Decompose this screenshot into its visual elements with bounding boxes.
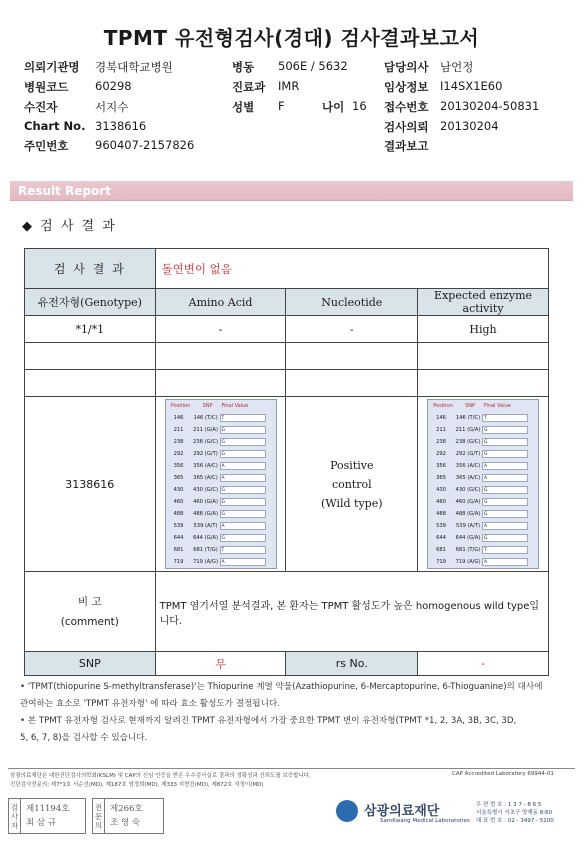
snp-position: 356 bbox=[436, 463, 446, 469]
snp-position: 719 bbox=[436, 559, 446, 565]
table-row bbox=[25, 316, 549, 343]
snp-final-value: G bbox=[482, 450, 528, 458]
snp-position: 719 bbox=[173, 559, 184, 565]
snp-head-position: Position bbox=[170, 403, 191, 409]
snp-final-value: G bbox=[220, 534, 266, 542]
snp-position: 365 bbox=[173, 475, 184, 481]
col-enzyme-activity: Expected enzyme activity bbox=[418, 289, 549, 316]
rs-label: rs No. bbox=[286, 652, 418, 676]
section-title: ◆ 검 사 결 과 bbox=[22, 219, 117, 234]
snp-label: SNP bbox=[25, 652, 156, 676]
snp-position: 460 bbox=[436, 499, 446, 505]
address-line: 대 표 번 호 : 02 - 3497 - 5100 bbox=[476, 818, 554, 824]
snp-final-value: T bbox=[220, 414, 266, 422]
sequence-row bbox=[25, 397, 549, 572]
snp-final-value: A bbox=[482, 558, 528, 566]
snp-table-row bbox=[428, 424, 538, 436]
stamp-side-char: 전 bbox=[94, 802, 103, 812]
value-hospital-code: 60298 bbox=[95, 79, 132, 93]
value-requester: 경북대학교병원 bbox=[95, 60, 173, 74]
snp-table-row bbox=[428, 484, 538, 496]
stamp-side-char: 문 bbox=[94, 811, 103, 821]
label-clinical-info: 임상정보 bbox=[384, 80, 429, 94]
label-ward: 병동 bbox=[232, 60, 255, 74]
snp-variant: 211 (G/A) bbox=[455, 427, 481, 433]
empty-row bbox=[25, 343, 549, 370]
snp-table-row bbox=[166, 496, 276, 508]
snp-variant: 488 (G/A) bbox=[193, 511, 218, 517]
snp-position: 430 bbox=[436, 487, 446, 493]
footer-doctors-line: 진단검사전문의: 제7*1호 서순선(MD), 제187호 엄정희(MD), 제333 지현진(MD), 제872호 석정이(MD) bbox=[10, 782, 264, 788]
value-doctor: 남언정 bbox=[440, 60, 474, 74]
stamp-side-char: 검 bbox=[10, 802, 19, 812]
snp-final-value: A bbox=[220, 474, 266, 482]
snp-head-snp: SNP bbox=[202, 403, 213, 409]
rs-value: - bbox=[418, 652, 549, 676]
snp-final-value: A bbox=[482, 522, 528, 530]
snp-position: 292 bbox=[173, 451, 184, 457]
snp-table-row bbox=[166, 520, 276, 532]
snp-position: 644 bbox=[173, 535, 184, 541]
snp-final-value: A bbox=[482, 474, 528, 482]
specialist-stamp bbox=[92, 798, 164, 834]
snp-variant: 681 (T/G) bbox=[193, 547, 218, 553]
snp-table-row bbox=[428, 496, 538, 508]
result-value: 돌연변이 없음 bbox=[155, 249, 548, 289]
stamp-side-char: 사 bbox=[10, 811, 19, 821]
label-patient: 수진자 bbox=[24, 100, 58, 114]
control-label-cell bbox=[286, 397, 418, 572]
nucleotide-value: - bbox=[286, 316, 418, 343]
snp-final-value: G bbox=[220, 450, 266, 458]
report-title: TPMT 유전형검사(경대) 검사결과보고서 bbox=[103, 26, 480, 50]
snp-variant: 356 (A/C) bbox=[455, 463, 481, 469]
snp-final-value: T bbox=[482, 414, 528, 422]
snp-position: 644 bbox=[436, 535, 446, 541]
value-department: IMR bbox=[278, 79, 300, 93]
snp-variant: 460 (G/A) bbox=[455, 499, 481, 505]
snp-final-value: A bbox=[220, 462, 266, 470]
snp-position: 539 bbox=[173, 523, 184, 529]
inspector-stamp bbox=[8, 798, 86, 834]
snp-variant: 539 (A/T) bbox=[455, 523, 481, 529]
snp-position: 356 bbox=[173, 463, 184, 469]
note-line: 관여하는 효소로 'TPMT 유전자형' 에 따라 효소 활성도가 결정됩니다. bbox=[20, 699, 280, 709]
label-doctor: 담당의사 bbox=[384, 60, 429, 74]
snp-table-row bbox=[166, 412, 276, 424]
snp-table-row bbox=[428, 544, 538, 556]
remarks-row bbox=[25, 572, 549, 652]
label-resident-no: 주민번호 bbox=[24, 139, 69, 153]
snp-variant: 430 (G/C) bbox=[193, 487, 219, 493]
snp-position: 488 bbox=[173, 511, 184, 517]
col-nucleotide: Nucleotide bbox=[286, 289, 418, 316]
snp-table-row bbox=[166, 460, 276, 472]
snp-variant: 211 (G/A) bbox=[193, 427, 218, 433]
value-resident-no: 960407-2157826 bbox=[95, 138, 195, 152]
remarks-label-en: (comment) bbox=[60, 615, 119, 628]
snp-variant: 430 (G/C) bbox=[455, 487, 481, 493]
snp-table-row bbox=[166, 436, 276, 448]
result-table bbox=[24, 248, 549, 676]
snp-table-row bbox=[428, 508, 538, 520]
snp-final-value: G bbox=[482, 498, 528, 506]
snp-table-row bbox=[166, 424, 276, 436]
snp-row bbox=[25, 652, 549, 676]
snp-variant: 719 (A/G) bbox=[455, 559, 481, 565]
result-report-banner bbox=[10, 181, 573, 201]
snp-final-value: G bbox=[482, 426, 528, 434]
snp-head-position: Position bbox=[433, 403, 453, 409]
org-name: 삼광의료재단 bbox=[364, 804, 440, 819]
org-name-en: SamKwang Medical Laboratories bbox=[380, 818, 470, 824]
samkwang-logo-icon bbox=[336, 800, 358, 822]
snp-variant: 719 (A/G) bbox=[193, 559, 218, 565]
banner-label: Result Report bbox=[18, 184, 111, 198]
remarks-label-cell bbox=[25, 572, 156, 652]
snp-variant: 146 (T/C) bbox=[193, 415, 218, 421]
genotype-value: *1/*1 bbox=[25, 316, 156, 343]
value-receipt-no: 20130204-50831 bbox=[440, 99, 540, 113]
patient-snp-rows bbox=[166, 412, 276, 568]
snp-variant: 238 (G/C) bbox=[193, 439, 219, 445]
result-label: 검 사 결 과 bbox=[25, 249, 156, 289]
snp-position: 238 bbox=[436, 439, 446, 445]
snp-final-value: T bbox=[482, 546, 528, 554]
remarks-text: TPMT 염기서열 분석결과, 본 환자는 TPMT 활성도가 높은 homogenous wild type입니다. bbox=[155, 572, 548, 652]
label-request-date: 검사의뢰 bbox=[384, 120, 429, 134]
label-requester: 의뢰기관명 bbox=[24, 60, 80, 74]
snp-final-value: G bbox=[220, 510, 266, 518]
note-line: • 'TPMT(thiopurine S-methyltransferase)'는 Thiopurine 계열 약물(Azathiopurine, 6-Mercaptopurine, 6-Thioguanine)의 대사에 bbox=[20, 682, 543, 692]
snp-final-value: G bbox=[482, 438, 528, 446]
snp-variant: 488 (G/A) bbox=[455, 511, 481, 517]
stamp-name: 조 영 숙 bbox=[110, 818, 141, 828]
empty-row bbox=[25, 370, 549, 397]
amino-acid-value: - bbox=[155, 316, 286, 343]
control-label-line: control bbox=[331, 477, 372, 491]
patient-chart-label: 3138616 bbox=[25, 397, 156, 572]
stamp-side-char: 의 bbox=[94, 820, 103, 830]
value-patient: 서지수 bbox=[95, 100, 129, 114]
snp-head-final: Final Value bbox=[484, 403, 511, 409]
snp-final-value: G bbox=[482, 486, 528, 494]
snp-table-row bbox=[166, 448, 276, 460]
snp-final-value: G bbox=[482, 510, 528, 518]
patient-snp-panel-cell bbox=[155, 397, 286, 572]
snp-final-value: T bbox=[220, 546, 266, 554]
snp-final-value: G bbox=[220, 426, 266, 434]
patient-snp-panel bbox=[165, 399, 277, 569]
snp-variant: 365 (A/C) bbox=[455, 475, 481, 481]
address-line: 서울특별시 서초구 양재동 8-60 bbox=[476, 810, 553, 816]
snp-variant: 365 (A/C) bbox=[193, 475, 218, 481]
label-department: 진료과 bbox=[232, 80, 266, 94]
snp-position: 539 bbox=[436, 523, 446, 529]
snp-position: 460 bbox=[173, 499, 184, 505]
col-amino-acid: Amino Acid bbox=[155, 289, 286, 316]
remarks-label: 비 고 bbox=[77, 595, 102, 608]
value-request-date: 20130204 bbox=[440, 119, 499, 133]
label-age: 나이 bbox=[322, 100, 345, 114]
label-report-date: 결과보고 bbox=[384, 139, 429, 153]
snp-position: 238 bbox=[173, 439, 184, 445]
footer-cert-line: 삼광의료재단은 대한진단검사의학회(KSLM) 및 CAP의 신임 인증을 받은 우수검사실로 결과의 정확성과 신뢰도를 보증합니다. bbox=[10, 773, 311, 779]
control-snp-rows bbox=[428, 412, 538, 568]
value-chart-no: 3138616 bbox=[95, 119, 147, 133]
snp-position: 681 bbox=[173, 547, 184, 553]
snp-table-row bbox=[428, 520, 538, 532]
snp-table-row bbox=[428, 556, 538, 568]
snp-table-row bbox=[428, 460, 538, 472]
stamp-name: 최 삼 규 bbox=[26, 818, 57, 828]
snp-final-value: A bbox=[220, 522, 266, 530]
col-genotype: 유전자형(Genotype) bbox=[25, 289, 156, 316]
control-snp-panel-cell bbox=[418, 397, 549, 572]
column-header-row bbox=[25, 289, 549, 316]
snp-table-row bbox=[166, 556, 276, 568]
snp-variant: 292 (G/T) bbox=[455, 451, 481, 457]
enzyme-activity-value: High bbox=[418, 316, 549, 343]
snp-final-value: G bbox=[220, 438, 266, 446]
snp-position: 430 bbox=[173, 487, 184, 493]
snp-table-row bbox=[428, 436, 538, 448]
stamp-side-char: 자 bbox=[10, 820, 19, 830]
snp-final-value: A bbox=[220, 558, 266, 566]
control-label-line: Positive bbox=[330, 458, 374, 472]
snp-table-row bbox=[166, 472, 276, 484]
snp-head-snp: SNP bbox=[465, 403, 475, 409]
snp-table-row bbox=[166, 508, 276, 520]
notes bbox=[20, 679, 560, 747]
stamp-number: 제11194호 bbox=[26, 804, 70, 814]
snp-variant: 539 (A/T) bbox=[193, 523, 218, 529]
value-sex: F bbox=[278, 99, 285, 113]
footer-divider bbox=[8, 768, 575, 769]
value-clinical-info: I14SX1E60 bbox=[440, 79, 503, 93]
footer-cap: CAP Accredited Laboratory 69944-01 bbox=[452, 771, 554, 777]
label-hospital-code: 병원코드 bbox=[24, 80, 69, 94]
snp-table-row bbox=[428, 448, 538, 460]
snp-position: 292 bbox=[436, 451, 446, 457]
stamp-number: 제266호 bbox=[110, 804, 143, 814]
snp-table-row bbox=[166, 544, 276, 556]
control-snp-panel bbox=[427, 399, 539, 569]
snp-table-row bbox=[428, 412, 538, 424]
snp-table-row bbox=[428, 532, 538, 544]
control-label-line: (Wild type) bbox=[321, 496, 383, 510]
snp-final-value: G bbox=[220, 498, 266, 506]
label-receipt-no: 접수번호 bbox=[384, 100, 429, 114]
note-line: • 본 TPMT 유전자형 검사로 현재까지 알려진 TPMT 유전자형에서 가장 중요한 TPMT 변이 유전자형(TPMT *1, 2, 3A, 3B, 3C, 3D, bbox=[20, 716, 517, 726]
snp-variant: 146 (T/C) bbox=[455, 415, 481, 421]
snp-variant: 644 (G/A) bbox=[455, 535, 481, 541]
snp-variant: 238 (G/C) bbox=[455, 439, 481, 445]
snp-position: 211 bbox=[436, 427, 446, 433]
address-line: 우 편 번 호 : 1 3 7 - 8 6 5 bbox=[476, 802, 542, 808]
snp-position: 681 bbox=[436, 547, 446, 553]
snp-variant: 681 (T/G) bbox=[455, 547, 481, 553]
snp-position: 211 bbox=[173, 427, 184, 433]
snp-final-value: G bbox=[220, 486, 266, 494]
snp-position: 146 bbox=[436, 415, 446, 421]
snp-final-value: A bbox=[482, 462, 528, 470]
value-ward: 506E / 5632 bbox=[278, 59, 348, 73]
value-age: 16 bbox=[352, 99, 367, 113]
snp-variant: 356 (A/C) bbox=[193, 463, 218, 469]
snp-value: 무 bbox=[155, 652, 286, 676]
snp-position: 146 bbox=[173, 415, 184, 421]
note-line: 5, 6, 7, 8)을 검사할 수 있습니다. bbox=[20, 733, 148, 743]
label-sex: 성별 bbox=[232, 100, 255, 114]
snp-table-row bbox=[166, 484, 276, 496]
snp-final-value: G bbox=[482, 534, 528, 542]
snp-position: 365 bbox=[436, 475, 446, 481]
snp-variant: 460 (G/A) bbox=[193, 499, 218, 505]
snp-variant: 292 (G/T) bbox=[193, 451, 218, 457]
snp-variant: 644 (G/A) bbox=[193, 535, 218, 541]
snp-table-row bbox=[428, 472, 538, 484]
snp-head-final: Final Value bbox=[221, 403, 249, 409]
label-chart-no: Chart No. bbox=[24, 119, 86, 133]
snp-table-row bbox=[166, 532, 276, 544]
snp-position: 488 bbox=[436, 511, 446, 517]
